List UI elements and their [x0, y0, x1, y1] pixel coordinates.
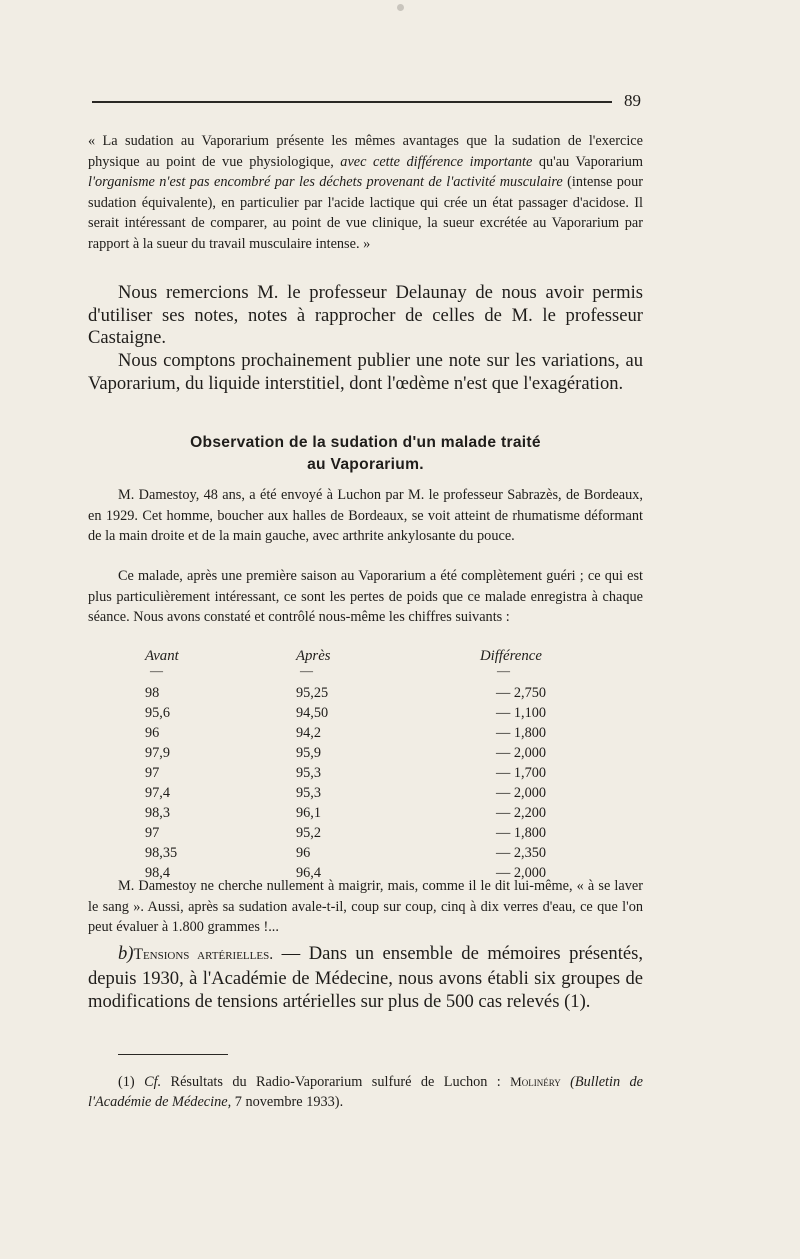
table-row: [88, 745, 643, 765]
cell-avant: 98: [145, 685, 160, 701]
cell-avant: 96: [145, 725, 160, 741]
cell-difference: — 1,100: [496, 705, 547, 721]
cell-apres: 94,50: [296, 705, 329, 721]
cell-apres: 96,1: [296, 805, 322, 821]
observation-paragraph-1: M. Damestoy, 48 ans, a été envoyé à Luchon par M. le professeur Sabrazès, de Bordeaux, en 1929. Cet homme, boucher aux halles de Bordeaux, se voit atteint de rhumatisme déformant de la main droite et de la main gauche, avec arthrite ankylosante du pouce.: [88, 487, 643, 544]
cell-apres: 96: [296, 845, 311, 861]
cell-apres: 95,9: [296, 745, 322, 761]
header-dash: —: [150, 663, 163, 678]
page-number: 89: [624, 91, 641, 110]
cell-difference: — 2,200: [496, 805, 547, 821]
cell-apres: 95,3: [296, 765, 322, 781]
header-apres: Après: [296, 648, 331, 664]
cell-difference: — 1,800: [496, 725, 547, 741]
cell-difference: — 2,000: [496, 785, 547, 801]
cell-difference: — 2,000: [496, 865, 547, 881]
table-row: [88, 785, 643, 805]
header-rule: [92, 101, 612, 103]
table-row: [88, 805, 643, 825]
cell-apres: 95,25: [296, 685, 329, 701]
cell-avant: 97: [145, 825, 160, 841]
cell-difference: — 1,700: [496, 765, 547, 781]
cell-avant: 95,6: [145, 705, 171, 721]
paragraph-thanks: Nous remercions M. le professeur Delaunay de nous avoir permis d'utiliser ses notes, notes à rapprocher de celles de M. le professeur Castaigne.: [88, 282, 643, 348]
cell-difference: — 2,000: [496, 745, 547, 761]
cell-avant: 98,4: [145, 865, 171, 881]
table-row: [88, 845, 643, 865]
cell-avant: 98,35: [145, 845, 178, 861]
cell-difference: — 2,750: [496, 685, 547, 701]
table-row: [88, 725, 643, 745]
table-row: [88, 705, 643, 725]
header-dash: —: [300, 663, 313, 678]
footnote: (1) Cf. Résultats du Radio-Vaporarium sulfuré de Luchon : Molinéry (Bulletin de l'Académie de Médecine, 7 novembre 1933).: [88, 1074, 644, 1110]
section-b-title: Tensions artérielles.: [133, 946, 274, 963]
cell-avant: 97,4: [145, 785, 171, 801]
speck-mark: [397, 4, 404, 11]
section-b-paragraph: b)Tensions artérielles. — Dans un ensemble de mémoires présentés, depuis 1930, à l'Académie de Médecine, nous avons établi six groupes de modifications de tensions artérielles sur plus de 500 cas relevés (1).: [88, 943, 643, 1012]
table-row: [88, 685, 643, 705]
paragraph-after-table: M. Damestoy ne cherche nullement à maigrir, mais, comme il le dit lui-même, « à se laver le sang ». Aussi, après sa sudation avale-t-il, coup sur coup, cinq à dix verres d'eau, ce que l'on peut évaluer à 1.800 grammes !...: [88, 878, 643, 935]
cell-apres: 95,2: [296, 825, 322, 841]
header-avant: Avant: [145, 648, 179, 664]
observation-heading: Observation de la sudation d'un malade traité au Vaporarium.: [190, 434, 541, 473]
header-difference: Différence: [480, 648, 542, 664]
footnote-rule: [118, 1054, 228, 1055]
paragraph-upcoming-note: Nous comptons prochainement publier une note sur les variations, au Vaporarium, du liquide interstitiel, dont l'œdème n'est que l'exagération.: [88, 350, 643, 394]
cell-avant: 97: [145, 765, 160, 781]
cell-apres: 94,2: [296, 725, 322, 741]
quote-paragraph: « La sudation au Vaporarium présente les mêmes avantages que la sudation de l'exercice physique au point de vue physiologique, avec cette différence importante qu'au Vaporarium l'organisme n'est pas encombré par les déchets provenant de l'activité musculaire (intense pour sudation équivalente), en particulier par l'acide lactique qui crée un état passager d'acidose. Il serait intéressant de comparer, au point de vue clinique, la sueur excrétée au Vaporarium par rapport à la sueur du travail musculaire intense. »: [88, 133, 643, 252]
cell-difference: — 2,350: [496, 845, 547, 861]
cell-apres: 95,3: [296, 785, 322, 801]
table-row: [88, 765, 643, 785]
table-row: [88, 825, 643, 845]
cell-avant: 98,3: [145, 805, 171, 821]
header-dash: —: [497, 663, 510, 678]
cell-avant: 97,9: [145, 745, 171, 761]
cell-apres: 96,4: [296, 865, 322, 881]
observation-paragraph-2: Ce malade, après une première saison au Vaporarium a été complètement guéri ; ce qui est plus particulièrement intéressant, ce sont les pertes de poids que ce malade enregistra à chaque séance. Nous avons constaté et contrôlé nous-même les chiffres suivants :: [88, 568, 643, 625]
cell-difference: — 1,800: [496, 825, 547, 841]
